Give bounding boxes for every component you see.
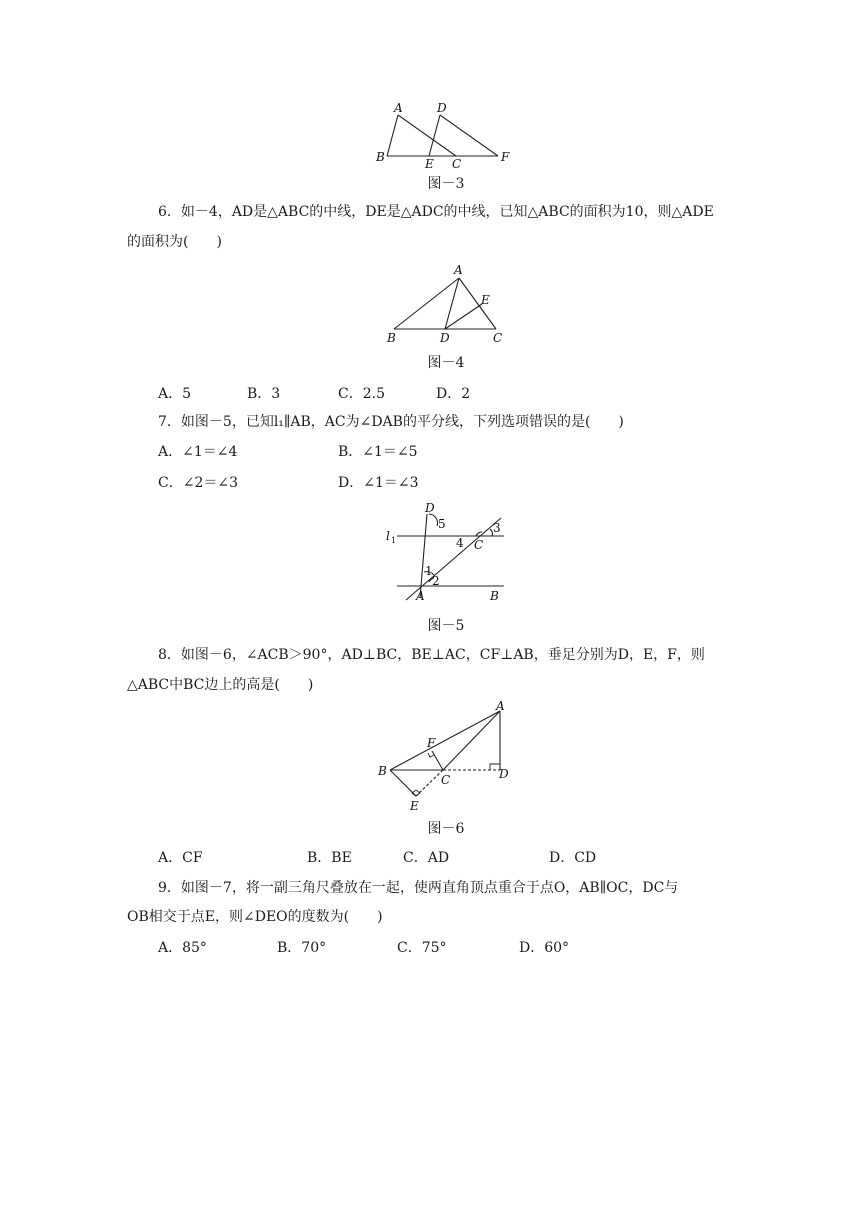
q6-option-c[interactable]: C．2.5 <box>338 386 385 402</box>
q7-option-b[interactable]: B．∠1＝∠5 <box>338 444 418 460</box>
figure-4-caption: 图－4 <box>427 355 465 371</box>
fig6-label-B: B <box>378 764 387 778</box>
fig3-label-B: B <box>376 150 385 164</box>
fig3-label-E: E <box>425 157 434 170</box>
fig5-label-C: C <box>474 538 484 552</box>
q9-text-line1: 9．如图－7，将一副三角尺叠放在一起，使两直角顶点重合于点O，AB∥OC，DC与 <box>158 880 679 896</box>
q7-option-a[interactable]: A．∠1＝∠4 <box>158 444 238 460</box>
fig5-label-A: A <box>416 589 425 603</box>
figure-5 <box>380 500 510 605</box>
q6-option-b[interactable]: B．3 <box>247 386 281 402</box>
q7-option-d[interactable]: D．∠1＝∠3 <box>338 475 419 491</box>
fig6-label-F: F <box>427 736 436 750</box>
figure-5-caption: 图－5 <box>427 618 465 634</box>
figure-6-caption: 图－6 <box>427 821 465 837</box>
q8-text-line1: 8．如图－6，∠ACB＞90°，AD⊥BC，BE⊥AC，CF⊥AB，垂足分别为D，E，F，则 <box>158 647 705 663</box>
fig5-label-5: 5 <box>438 517 446 531</box>
q9-option-a[interactable]: A．85° <box>158 940 207 956</box>
q7-text-line1: 7．如图－5，已知l₁∥AB，AC为∠DAB的平分线，下列选项错误的是( ) <box>158 414 624 430</box>
fig3-label-C: C <box>452 157 462 170</box>
q6-option-a[interactable]: A．5 <box>158 386 192 402</box>
fig6-label-D: D <box>499 767 509 781</box>
fig6-label-A: A <box>496 700 505 713</box>
fig4-label-B: B <box>387 331 396 345</box>
fig4-label-A: A <box>454 263 463 277</box>
q6-text-line2: 的面积为( ) <box>127 234 222 250</box>
fig5-label-1: 1 <box>425 564 433 578</box>
fig3-label-A: A <box>394 101 403 115</box>
fig5-label-2: 2 <box>432 574 440 588</box>
fig6-label-C: C <box>441 773 451 787</box>
fig5-label-D: D <box>425 501 435 515</box>
q8-option-b[interactable]: B．BE <box>307 850 352 866</box>
fig6-label-E: E <box>410 799 419 813</box>
figure-3-caption: 图－3 <box>427 176 465 192</box>
fig5-label-l1-sub: 1 <box>391 536 397 545</box>
figure-6 <box>370 700 520 814</box>
q9-text-line2: OB相交于点E，则∠DEO的度数为( ) <box>127 909 383 925</box>
figure-4 <box>380 262 510 348</box>
q6-option-d[interactable]: D．2 <box>436 386 471 402</box>
fig5-label-4: 4 <box>456 536 464 550</box>
fig4-label-D: D <box>440 331 450 345</box>
q8-option-a[interactable]: A．CF <box>158 850 203 866</box>
q8-option-d[interactable]: D．CD <box>549 850 597 866</box>
q8-text-line2: △ABC中BC边上的高是( ) <box>127 677 314 693</box>
fig5-label-B: B <box>490 589 499 603</box>
fig4-label-C: C <box>493 331 503 345</box>
q9-option-d[interactable]: D．60° <box>519 940 570 956</box>
fig4-label-E: E <box>481 293 490 307</box>
q6-text-line1: 6．如－4，AD是△ABC的中线，DE是△ADC的中线，已知△ABC的面积为10，则△ADE <box>158 204 714 220</box>
q7-option-c[interactable]: C．∠2＝∠3 <box>158 475 238 491</box>
figure-3 <box>370 98 520 170</box>
fig5-label-3: 3 <box>493 521 501 535</box>
q9-option-b[interactable]: B．70° <box>277 940 327 956</box>
q9-option-c[interactable]: C．75° <box>397 940 447 956</box>
fig3-label-F: F <box>501 150 510 164</box>
q8-option-c[interactable]: C．AD <box>403 850 450 866</box>
fig5-label-l1: l <box>386 529 390 543</box>
fig3-label-D: D <box>437 101 447 115</box>
